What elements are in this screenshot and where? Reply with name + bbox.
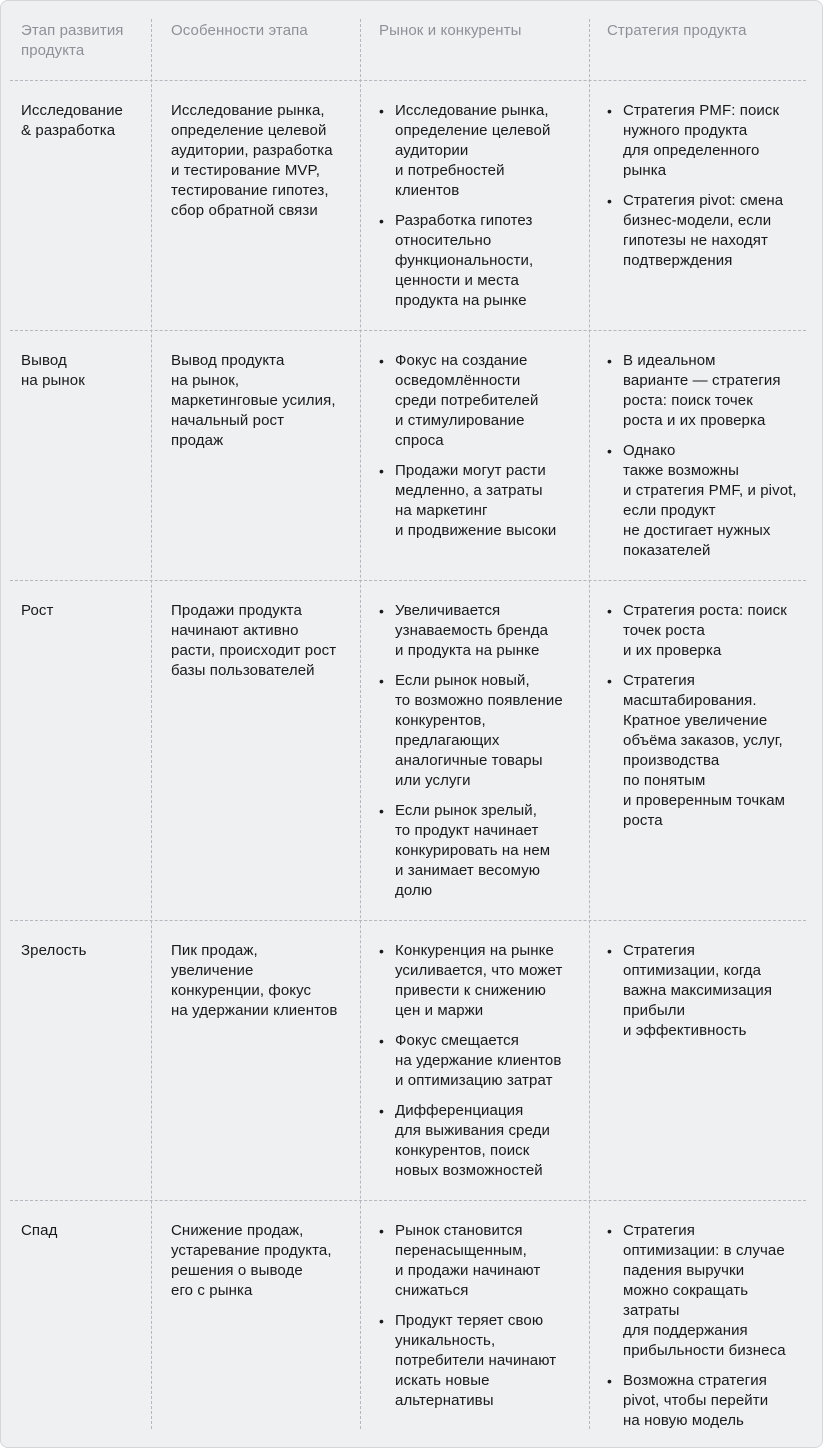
header-strategy: Стратегия продукта [607,22,747,39]
market-cell [379,351,579,551]
list-item: • Рынок становится перенасыщенным, и продажи начинают снижаться [379,1221,579,1301]
list-item: • Возможна стратегия pivot, чтобы перейти на новую модель [607,1371,803,1431]
list-item: • Однако также возможны и стратегия PMF, и pivot, если продукт не достигает нужных показателей [607,441,803,561]
column-divider [360,19,361,1429]
list-item: • Продукт теряет свою уникальность, потребители начинают искать новые альтернативы [379,1311,579,1411]
list-item: • Дифференциация для выживания среди конкурентов, поиск новых возможностей [379,1101,579,1181]
strategy-cell [607,1221,803,1441]
strategy-cell [607,101,803,281]
list-item: • Фокус смещается на удержание клиентов и оптимизацию затрат [379,1031,579,1091]
row-divider [10,1200,806,1201]
stage-cell: Вывод на рынок [21,352,85,389]
list-item: • В идеальном варианте — стратегия роста: поиск точек роста и их проверка [607,351,803,431]
list-item: • Разработка гипотез относительно функциональности, ценности и места продукта на рынке [379,211,579,311]
row-divider [10,80,806,81]
list-item: • Если рынок зрелый, то продукт начинает конкурировать на нем и занимает весомую долю [379,801,579,901]
features-cell: Исследование рынка, определение целевой аудитории, разработка и тестирование MVP, тестирование гипотез, сбор обратной связи [171,102,333,219]
header-stage: Этап развития продукта [21,22,124,59]
features-cell: Пик продаж, увеличение конкуренции, фокус на удержании клиентов [171,942,338,1019]
list-item: • Стратегия PMF: поиск нужного продукта для определенного рынка [607,101,803,181]
list-item: • Увеличивается узнаваемость бренда и продукта на рынке [379,601,579,661]
strategy-cell [607,601,803,841]
features-cell: Продажи продукта начинают активно расти, происходит рост базы пользователей [171,602,337,679]
list-item: • Стратегия оптимизации: в случае падения выручки можно сокращать затраты для поддержания прибыльности бизнеса [607,1221,803,1361]
list-item: • Исследование рынка, определение целевой аудитории и потребностей клиентов [379,101,579,201]
column-divider [589,19,590,1429]
column-divider [151,19,152,1429]
features-cell: Вывод продукта на рынок, маркетинговые усилия, начальный рост продаж [171,352,336,449]
stage-cell: Рост [21,602,54,619]
strategy-cell [607,941,803,1051]
stage-cell: Спад [21,1222,58,1239]
list-item: • Продажи могут расти медленно, а затраты на маркетинг и продвижение высоки [379,461,579,541]
list-item: • Стратегия pivot: смена бизнес-модели, если гипотезы не находят подтверждения [607,191,803,271]
row-divider [10,920,806,921]
market-cell [379,941,579,1191]
header-features: Особенности этапа [171,22,308,39]
market-cell [379,1221,579,1421]
stage-cell: Исследование & разработка [21,102,123,139]
list-item: • Стратегия роста: поиск точек роста и их проверка [607,601,803,661]
header-market: Рынок и конкуренты [379,22,522,39]
list-item: • Если рынок новый, то возможно появление конкурентов, предлагающих аналогичные товары или услуги [379,671,579,791]
features-cell: Снижение продаж, устаревание продукта, решения о выводе его с рынка [171,1222,332,1299]
strategy-cell [607,351,803,571]
list-item: • Стратегия масштабирования. Кратное увеличение объёма заказов, услуг, производства по понятым и проверенным точкам роста [607,671,803,831]
stage-cell: Зрелость [21,942,87,959]
market-cell [379,101,579,321]
market-cell [379,601,579,911]
row-divider [10,580,806,581]
list-item: • Конкуренция на рынке усиливается, что может привести к снижению цен и маржи [379,941,579,1021]
row-divider [10,330,806,331]
list-item: • Фокус на создание осведомлённости среди потребителей и стимулирование спроса [379,351,579,451]
list-item: • Стратегия оптимизации, когда важна максимизация прибыли и эффективность [607,941,803,1041]
